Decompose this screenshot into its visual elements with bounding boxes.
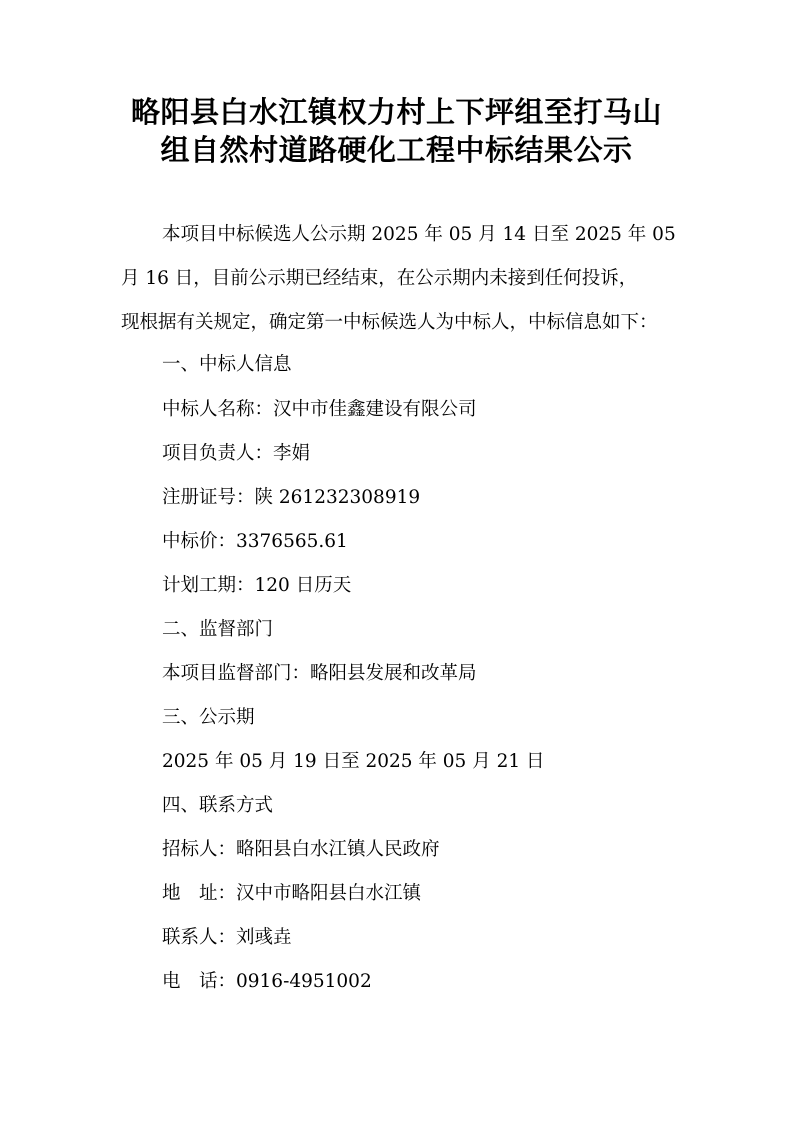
address: 地 址：汉中市略阳县白水江镇 <box>162 883 422 904</box>
intro-line-3: 现根据有关规定，确定第一中标候选人为中标人，中标信息如下： <box>121 312 658 333</box>
contact-person: 联系人：刘彧垚 <box>162 927 292 948</box>
document-title-line-2: 组自然村道路硬化工程中标结果公示 <box>160 133 633 167</box>
section-2-heading: 二、监督部门 <box>162 619 274 640</box>
section-4-heading: 四、联系方式 <box>162 795 274 816</box>
document-title-line-1: 略阳县白水江镇权力村上下坪组至打马山 <box>130 95 662 129</box>
bid-price: 中标价：3376565.61 <box>162 531 348 552</box>
planned-duration: 计划工期：120 日历天 <box>162 575 352 596</box>
intro-line-1: 本项目中标候选人公示期 2025 年 05 月 14 日至 2025 年 05 <box>162 224 676 245</box>
winner-name: 中标人名称：汉中市佳鑫建设有限公司 <box>162 399 477 420</box>
section-1-heading: 一、中标人信息 <box>162 354 292 375</box>
registration-number: 注册证号：陕 261232308919 <box>162 487 421 508</box>
section-3-heading: 三、公示期 <box>162 707 255 728</box>
phone: 电 话：0916-4951002 <box>162 971 372 992</box>
tenderer: 招标人：略阳县白水江镇人民政府 <box>162 839 440 860</box>
intro-line-2: 月 16 日，目前公示期已经结束，在公示期内未接到任何投诉， <box>121 268 638 289</box>
supervisor: 本项目监督部门：略阳县发展和改革局 <box>162 663 477 684</box>
notice-period: 2025 年 05 月 19 日至 2025 年 05 月 21 日 <box>162 751 545 772</box>
project-manager: 项目负责人：李娟 <box>162 443 311 464</box>
